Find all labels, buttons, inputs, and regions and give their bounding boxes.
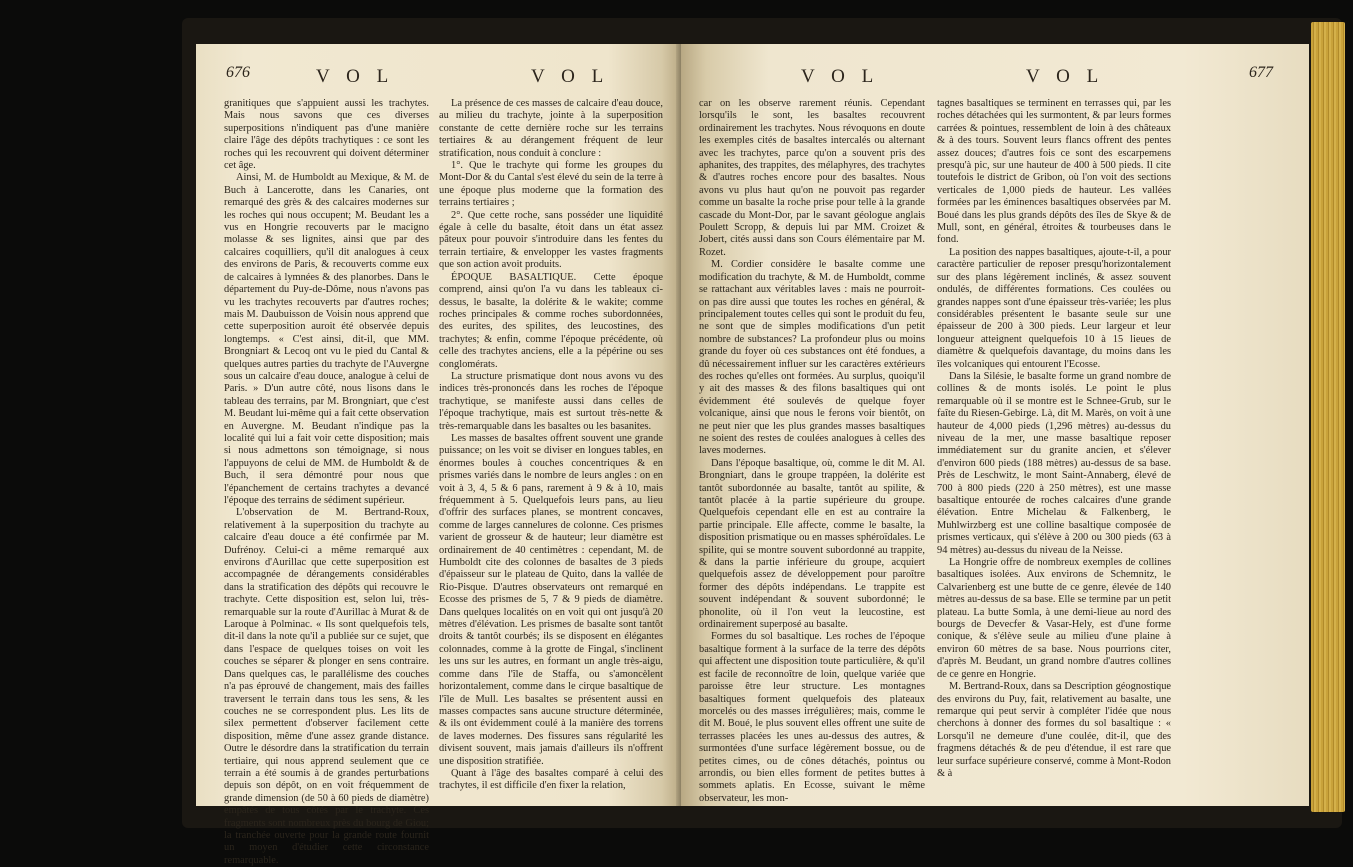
- paragraph: M. Bertrand-Roux, dans sa Description géognostique des environs du Puy, fait, relativement au basalte, une remarque qui peut servir à compléter l'idée que nous cherchons à donner des formes du sol basaltique : « Lorsqu'il ne demeure d'une coulée, dit-il, que des fragmens détachés & de peu d'étendue, il est rare que leur surface supérieure conservé, comme à Mont-Rodon & à: [937, 681, 1171, 779]
- paragraph: car on les observe rarement réunis. Cependant lorsqu'ils le sont, les basaltes recouvrent ordinairement les trachytes. Nous révoquons en doute les exemples cités de basaltes intercalés ou alternant avec les trachytes, parce qu'on a souvent pris des aphanites, des trappites, des mélaphyres, des trachytes & d'autres roches encore pour des basaltes. Nous avons vu plus haut qu'on ne pouvoit pas regarder comme un basalte la roche prise pour telle à la grande cascade du Mont-Dor, par le savant géologue anglais Poulett Scropp, & depuis lui par MM. Croizet & Jobert, cités aussi dans son Cours élémentaire par M. Rozet.: [699, 98, 925, 258]
- right-page: [681, 44, 1309, 806]
- right-page-column-2: [937, 98, 1171, 780]
- paragraph: granitiques que s'appuient aussi les trachytes. Mais nous savons que ces diverses superpositions n'indiquent pas d'une manière claire l'âge des dépôts trachytiques : ce sont les roches qui les recouvrent qui doivent déterminer cet âge.: [224, 98, 429, 172]
- paragraph: La position des nappes basaltiques, ajoute-t-il, a pour caractère particulier de reposer presqu'horizontalement sur des plans légèrement inclinés, & assez souvent ondulés, de différentes formations. Ces coulées ou grandes nappes sont d'une épaisseur très-variée; les plus considérables présentent le basante seule sur une épaisseur de 200 à 300 pieds. Leur largeur et leur longueur atteignent quelquefois 10 à 15 lieues de diamètre & quelquefois davantage, du moins dans les îles volcaniques qui entourent l'Ecosse.: [937, 246, 1171, 370]
- paragraph: Dans l'époque basaltique, où, comme le dit M. Al. Brongniart, dans le groupe trappéen, la dolérite est tantôt subordonnée au basalte, tantôt au spilite, & tantôt placée à la partie supérieure du groupe. Quelquefois cependant elle en est au contraire la partie principale. Elle affecte, comme le basalte, la disposition prismatique ou en masses sphéroïdales. Le spilite, qui se montre souvent subordonné au trappite, & dans la partie inférieure du groupe, acquiert quelquefois assez de développement pour paroître former des dépôts indépendans. Le trappite est souvent indépendant & souvent subordonné; le phonolite, où il l'on veut la leucostine, est ordinairement superposé au basalte.: [699, 457, 925, 631]
- paragraph: La Hongrie offre de nombreux exemples de collines basaltiques isolées. Aux environs de Schemnitz, le Calvarienberg est une butte de ce genre, élevée de 140 mètres au-dessus de sa base. Elle se termine par un petit plateau. La butte Somla, à une demi-lieue au nord des bourgs de Devecfer & Vasar-Hely, est d'une forme conique, & s'élève seule au milieu d'une plaine à environ 60 mètres de sa base. Nous pourrions citer, d'après M. Beudant, un grand nombre d'autres collines de ce genre en Hongrie.: [937, 557, 1171, 680]
- paragraph: ÉPOQUE BASALTIQUE. Cette époque comprend, ainsi qu'on l'a vu dans les tableaux ci-dessus, le basalte, la dolérite & le wakite; comme roches principales & comme roches subordonnées, des eurites, des spilites, des leucostines, des trachytes; & enfin, comme l'époque précédente, où celle des trachytes anciens, elle a la pépérine ou ses conglomérats.: [439, 271, 663, 370]
- paragraph: tagnes basaltiques se terminent en terrasses qui, par les roches détachées qui les surmontent, & par leurs formes carrées & pointues, ressemblent de loin à des châteaux & à des tours. Souvent leurs flancs offrent des pentes assez douces; d'autres fois ce sont des escarpemens presqu'à pic, sur une hauteur de 400 à 500 pieds. Il cite toutefois le district de Gribon, où l'on voit des sections verticales de 1,000 pieds de hauteur. Les vallées formées par les éminences basaltiques observées par M. Boué dans les plus grands dépôts des îles de Skye & de Mull, sont, en général, étroites & tourbeuses dans le fond.: [937, 98, 1171, 246]
- left-page-column-2: [439, 98, 663, 793]
- paragraph: La présence de ces masses de calcaire d'eau douce, au milieu du trachyte, jointe à la superposition constante de cette dernière roche sur les terrains tertiaires & au dérangement fréquent de leur stratification, nous conduit à conclure :: [439, 98, 663, 159]
- running-header-right-col2: V O L: [1026, 66, 1105, 87]
- paragraph: Formes du sol basaltique. Les roches de l'époque basaltique forment à la surface de la terre des dépôts qui affectent une disposition toute particulière, & qu'il est facile de reconnoître de loin, quelque variée que paroisse être leur structure. Les montagnes basaltiques forment quelquefois des plateaux morcelés ou des masses irrégulières; mais, comme le dit M. Boué, le plus souvent elles offrent une suite de terrasses placées les unes au-dessus des autres, & surmontées d'une surface légèrement bossue, ou de petites cimes, ou de cônes détachés, pointus ou arrondis, ou bien elles forment de petites buttes à sommets aplatis. En Ecosse, suivant le même observateur, les mon-: [699, 631, 925, 804]
- page-number-right: 677: [1249, 64, 1273, 81]
- right-page-column-1: [699, 98, 925, 805]
- running-header-left-col2: V O L: [531, 66, 610, 87]
- paragraph: 2°. Que cette roche, sans posséder une liquidité égale à celle du basalte, étoit dans un état assez pâteux pour pouvoir s'introduire dans les fentes du terrain tertiaire, & envelopper les vastes fragments que son action avoit produits.: [439, 209, 663, 271]
- paragraph: Dans la Silésie, le basalte forme un grand nombre de collines & de monts isolés. Le point le plus remarquable où il se montre est le Schnee-Grub, sur le faîte du Riesen-Gebirge. Là, dit M. Marès, on voit à une hauteur de 4,000 pieds (1,296 mètres) au-dessus du niveau de la mer, une masse basaltique reposer immédiatement sur du granite ancien, et s'élever d'environ 600 pieds (188 mètres) au-dessus de sa base. Près de Leschwitz, le mont Saint-Annaberg, élevé de 700 à 800 pieds (220 à 250 mètres), est une masse basaltique entourée de roches calcaires d'une grande élévation. Entre Michelau & Falkenberg, le Muhlwirzberg est une colline basaltique composée de prismes verticaux, qui s'élève à 200 ou 300 pieds (63 à 94 mètres) au-dessus du niveau de la Neisse.: [937, 370, 1171, 556]
- paragraph: Les masses de basaltes offrent souvent une grande puissance; on les voit se diviser en longues tables, en énormes boules à couches concentriques & en prismes variés dans le nombre de leurs angles : on en voit à 3, 4, 5 & 6 pans, rarement à 9 & à 10, mais fréquemment à 5. Quelquefois leurs pans, au lieu d'offrir des surfaces planes, se montrent concaves, comme de larges cannelures de colonne. Ces prismes varient de grosseur & de hauteur; leur diamètre est ordinairement de 40 centimètres : cependant, M. de Humboldt cite des colonnes de basaltes de 3 pieds d'épaisseur sur le plateau de Quito, dans la vallée de Rio-Pisque. D'autres observateurs ont remarqué en Ecosse des prismes de 5, 7 & 9 pieds de diamètre. Dans quelques localités on en voit qui ont jusqu'à 20 mètres d'élévation. Les prismes de basalte sont tantôt droits & tantôt courbés; ils se disposent en élégantes colonnades, comme à la grotte de Fingal, s'inclinent les uns sur les autres, en formant un angle très-aigu, comme dans l'île de Staffa, ou s'amoncèlent horizontalement, comme dans le cirque basaltique de l'île de Mull. Les basaltes se présentent aussi en masses compactes sans aucune structure déterminée, & ils ont évidemment coulé à la manière des torrens de laves modernes. Des fissures sans régularité les divisent souvent, mais jamais d'ailleurs ils n'offrent une disposition stratifiée.: [439, 432, 663, 767]
- running-header-left-col1: V O L: [316, 66, 395, 87]
- paragraph: La structure prismatique dont nous avons vu des indices très-prononcés dans les roches de l'époque trachytique, se manifeste aussi dans celles de l'époque trachytique, mais est surtout très-nette & très-remarquable dans les basaltes ou les basanites.: [439, 370, 663, 432]
- paragraph: 1°. Que le trachyte qui forme les groupes du Mont-Dor & du Cantal s'est élevé du sein de la terre à une époque plus moderne que la formation des terrains tertiaires ;: [439, 160, 663, 209]
- paragraph: M. Cordier considère le basalte comme une modification du trachyte, & M. de Humboldt, comme se rattachant aux véritables laves : mais ne pourroit-on pas dire aussi que toutes les roches en général, & principalement toutes celles qui sont le produit du feu, ne sont que de simples modifications d'un petit nombre de substances? La profondeur plus ou moins grande du foyer où ces substances ont été fondues, a dû nécessairement influer sur les caractères extérieurs des roches qu'elles ont formées. Au surplus, quoiqu'il y ait des masses & des filons basaltiques qui ont évidemment été soulevés de quelque foyer volcanique, ainsi que nous le ferons voir bientôt, on ne peut nier que les plus grandes masses basaltiques ne soient des restes de coulées analogues à celles des laves modernes.: [699, 259, 925, 457]
- left-page-column-1: [224, 98, 429, 867]
- paragraph: Ainsi, M. de Humboldt au Mexique, & M. de Buch à Lancerotte, dans les Canaries, ont remarqué des grès & des calcaires modernes sur les roches qui nous occupent; M. Beudant les a vus en Hongrie recouverts par le macigno molasse & ses lignites, ainsi que par des calcaires coquilliers, qu'il dit analogues à ceux des environs de Paris, & recouverts comme eux de calcaires à lymnées & des planorbes. Dans le département du Puy-de-Dôme, nous n'avons pas vu les trachytes recouverts par d'autres roches; mais M. Daubuisson de Voisin nous apprend que cette superposition auroit été observée depuis longtemps. « C'est ainsi, dit-il, que MM. Brongniart & Lecoq ont vu le pied du Cantal & quelques autres parties du trachyte de l'Auvergne sous un calcaire d'eau douce, analogue à celui de Paris. » D'un autre côté, nous lisons dans le tableau des terrains, par M. Brongniart, que c'est M. Beudant lui-même qui a fait cette observation en Auvergne. M. Beudant n'indique pas la localité qui lui a fait voir cette disposition; mais si nous admettons son témoignage, si nous l'appuyons de celui de MM. de Humboldt & de Buch, il sera démontré pour nous que l'épanchement de certains trachytes a devancé l'époque des terrains de sédiment supérieur.: [224, 172, 429, 506]
- left-page: [196, 44, 681, 866]
- page-number-left: 676: [226, 64, 250, 81]
- gilt-page-edges: [1311, 22, 1345, 812]
- running-header-right-col1: V O L: [801, 66, 880, 87]
- paragraph: Quant à l'âge des basaltes comparé à celui des trachytes, il est difficile d'en fixer la relation,: [439, 767, 663, 792]
- paragraph: L'observation de M. Bertrand-Roux, relativement à la superposition du trachyte au calcaire d'eau douce a été confirmée par M. Dufrénoy. Celui-ci a même remarqué aux environs d'Aurillac que cette superposition est accompagnée de dérangements considérables dans la stratification des dépôts qui recouvre le trachyte. Cette disposition est, selon lui, très-remarquable sur la route d'Aurillac à Murat & de Laroque à Polminac. « Ils sont quelquefois tels, dit-il dans la note qu'il a publiée sur ce sujet, que dans l'espace de quelques toises on voit les couches se séparer & plonger en sens contraire. Dans quelques cas, le parallélisme des couches n'a pas éprouvé de changement, mais des failles traversent le terrain dans tous les sens, & les couches ne se correspondent plus. Les lits de silex permettent d'observer facilement cette disposition, même d'une assez grande distance. Outre le désordre dans la stratification du terrain tertiaire, qui nous apprend seulement que ce terrain a été soumis à de grandes perturbations depuis son dépôt, on en voit fréquemment de grande dimension (de 50 à 60 pieds de diamètre) empâtés de tous côtés par le trachyte. Ces fragments sont nombreux près du bourg de Giou; la tranchée ouverte pour la grande route fournit un moyen d'étudier cette circonstance remarquable.: [224, 507, 429, 866]
